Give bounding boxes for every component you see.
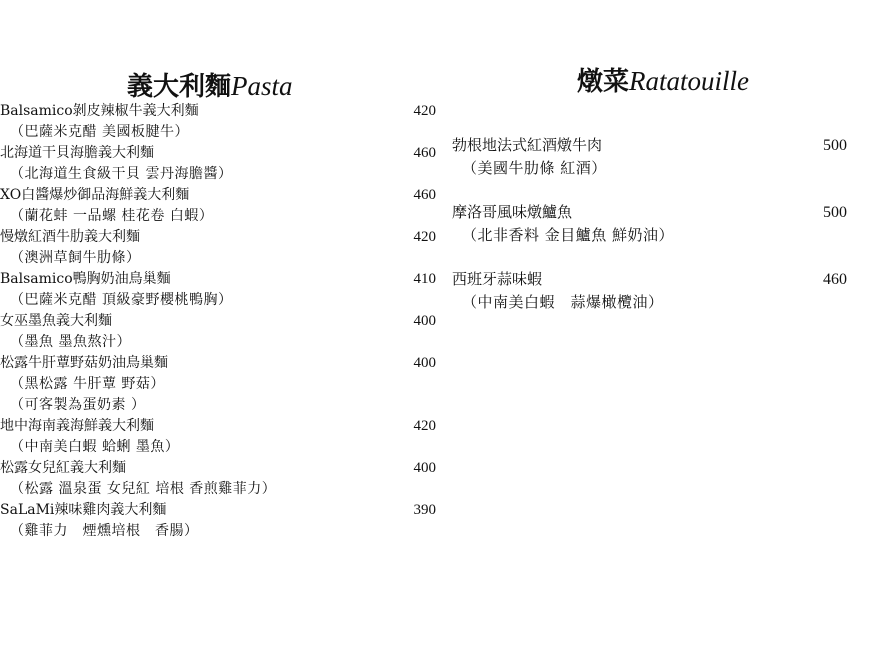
dish-name: 西班牙蒜味蝦 — [452, 270, 543, 288]
menu-item — [0, 458, 436, 500]
dish-price: 410 — [413, 271, 436, 287]
menu-item — [0, 311, 436, 353]
dish-name: SaLaMi辣味雞肉義大利麵 — [0, 502, 167, 518]
dish-price: 390 — [413, 502, 436, 518]
dish-name: 松露牛肝蕈野菇奶油鳥巢麵 — [0, 355, 168, 371]
dish-description: （美國牛肋條 紅酒） — [462, 159, 607, 177]
dish-price: 500 — [823, 204, 847, 221]
dish-description: （澳洲草飼牛肋條） — [10, 250, 141, 266]
dish-name: 地中海南義海鮮義大利麵 — [0, 418, 154, 434]
dish-description: （巴薩米克醋 頂級豪野櫻桃鴨胸） — [10, 292, 233, 308]
menu-item — [0, 101, 436, 143]
dish-description: （北海道生食級干貝 雲丹海膽醬） — [10, 166, 233, 182]
dish-description: （黑松露 牛肝蕈 野菇） — [10, 376, 165, 392]
menu-item — [0, 500, 436, 542]
dish-name: Balsamico剝皮辣椒牛義大利麵 — [0, 103, 199, 119]
ratatouille-heading — [577, 61, 749, 98]
pasta-heading-zh: 義大利麵 — [127, 72, 232, 102]
dish-price: 420 — [413, 418, 436, 434]
dish-description: （墨魚 墨魚熬汁） — [10, 334, 131, 350]
dish-price: 400 — [413, 460, 436, 476]
dish-price: 400 — [413, 313, 436, 329]
dish-price: 500 — [823, 137, 847, 154]
dish-price: 420 — [413, 229, 436, 245]
menu-item — [0, 227, 436, 269]
dish-name: 松露女兒紅義大利麵 — [0, 460, 126, 476]
menu-item — [0, 353, 436, 416]
menu-item — [0, 416, 436, 458]
menu-item — [452, 201, 847, 247]
dish-description: （松露 溫泉蛋 女兒紅 培根 香煎雞菲力） — [10, 481, 277, 497]
menu-item — [0, 143, 436, 185]
dish-name: 勃根地法式紅酒燉牛肉 — [452, 136, 603, 154]
dish-name: 慢燉紅酒牛肋義大利麵 — [0, 229, 140, 245]
dish-name: Balsamico鴨胸奶油鳥巢麵 — [0, 271, 171, 287]
menu-item — [0, 269, 436, 311]
dish-name: 摩洛哥風味燉鱸魚 — [452, 203, 573, 221]
dish-name: 女巫墨魚義大利麵 — [0, 313, 112, 329]
menu-item — [452, 134, 847, 180]
menu-item — [0, 185, 436, 227]
dish-price: 420 — [413, 103, 436, 119]
dish-price: 400 — [413, 355, 436, 371]
dish-name: XO白醬爆炒御品海鮮義大利麵 — [0, 187, 190, 203]
ratatouille-heading-en: Ratatouille — [629, 66, 749, 96]
dish-name: 北海道干貝海膽義大利麵 — [0, 145, 154, 161]
dish-description: （中南美白蝦 蒜爆橄欖油） — [462, 293, 664, 311]
dish-description: （北非香料 金目鱸魚 鮮奶油） — [462, 226, 675, 244]
dish-description: （雞菲力 煙燻培根 香腸） — [10, 523, 199, 539]
dish-price: 460 — [413, 187, 436, 203]
dish-description: （巴薩米克醋 美國板腱牛） — [10, 124, 189, 140]
dish-description: （蘭花蚌 一品螺 桂花卷 白蝦） — [10, 208, 214, 224]
dish-note: （可客製為蛋奶素 ） — [10, 397, 146, 413]
dish-price: 460 — [823, 271, 847, 288]
pasta-heading-en: Pasta — [231, 71, 293, 101]
dish-price: 460 — [413, 145, 436, 161]
ratatouille-heading-zh: 燉菜 — [577, 67, 630, 97]
menu-item — [452, 268, 847, 314]
pasta-menu-list — [0, 101, 436, 542]
dish-description: （中南美白蝦 蛤蜊 墨魚） — [10, 439, 180, 455]
pasta-heading — [127, 66, 293, 103]
ratatouille-menu-list — [452, 134, 847, 335]
